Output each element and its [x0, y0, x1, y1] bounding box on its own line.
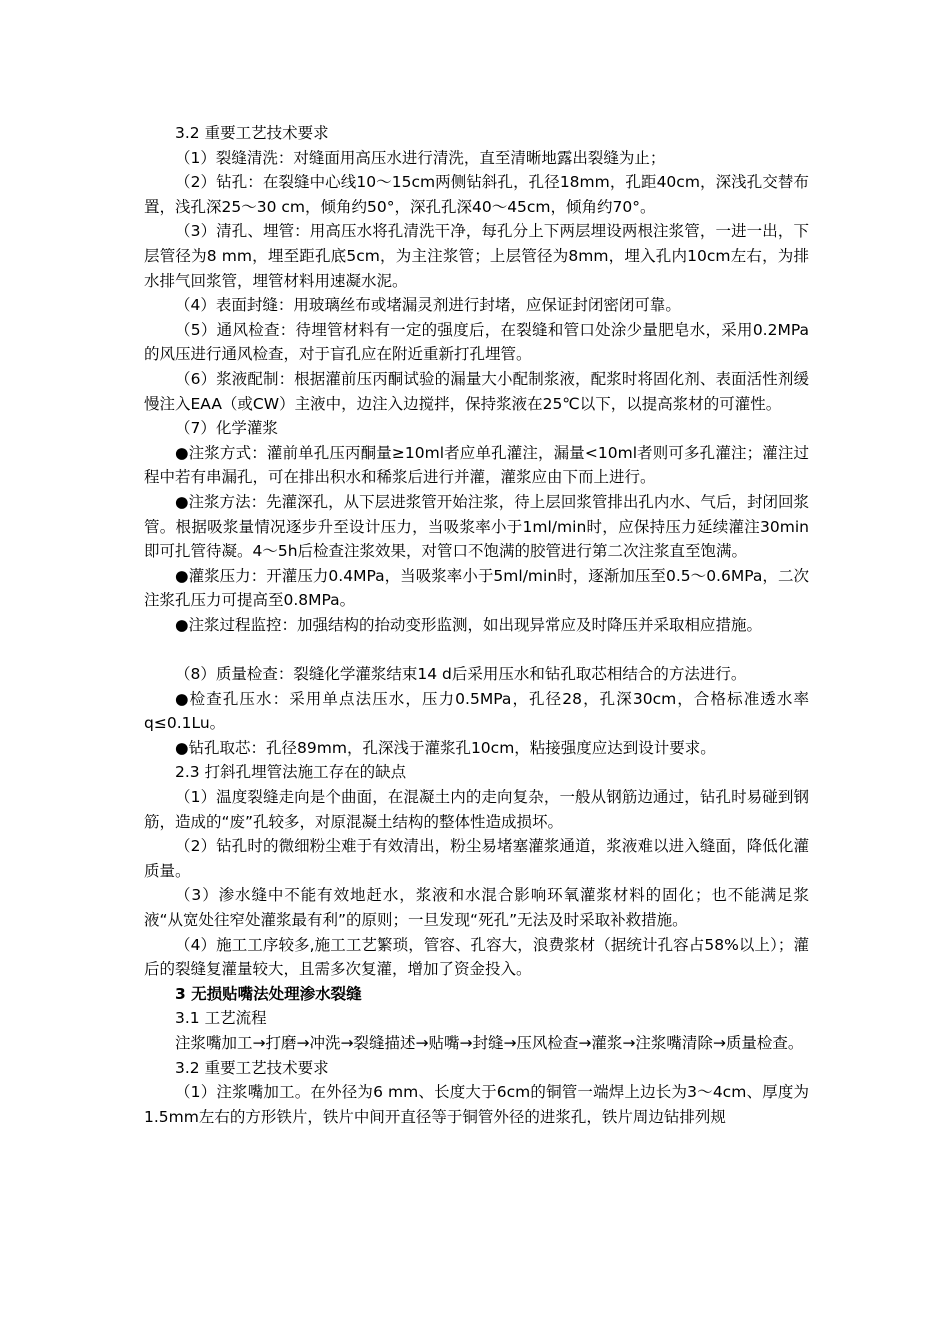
paragraph-drilling: （2）钻孔：在裂缝中心线10～15cm两侧钻斜孔，孔径18mm，孔距40cm，深浅孔交替布置，浅孔深25～30 cm，倾角约50°，深孔孔深40～45cm，倾角约70°。 [144, 173, 809, 216]
section-heading-3: 3 无损贴嘴法处理渗水裂缝 [175, 984, 362, 1003]
paragraph-hole-cleaning-pipe: （3）清孔、埋管：用高压水将孔清洗干净，每孔分上下两层埋设两根注浆管，一进一出，下层管径为8 mm，埋至距孔底5cm，为主注浆管；上层管径为8mm，埋入孔内10cm左右，为排水排气回浆管，埋管材料用速凝水泥。 [144, 222, 809, 290]
subsection-heading-2-3: 2.3 打斜孔埋管法施工存在的缺点 [175, 763, 407, 782]
bullet-injection-mode: ●注浆方式：灌前单孔压丙酮量≥10ml者应单孔灌注，漏量<10ml者则可多孔灌注；灌注过程中若有串漏孔，可在排出积水和稀浆后进行并灌，灌浆应由下而上进行。 [144, 443, 809, 487]
paragraph-process-flow: 注浆嘴加工→打磨→冲洗→裂缝描述→贴嘴→封缝→压风检查→灌浆→注浆嘴清除→质量检查。 [175, 1033, 804, 1052]
subsection-heading-3-2: 3.2 重要工艺技术要求 [175, 124, 329, 142]
paragraph-quality-inspection: （8）质量检查：裂缝化学灌浆结束14 d后采用压水和钻孔取芯相结合的方法进行。 [175, 665, 747, 684]
bullet-core-drilling: ●钻孔取芯：孔径89mm，孔深浅于灌浆孔10cm，粘接强度应达到设计要求。 [175, 738, 716, 757]
bullet-grouting-pressure: ●灌浆压力：开灌压力0.4MPa，当吸浆率小于5ml/min时，逐渐加压至0.5～0.6MPa，二次注浆孔压力可提高至0.8MPa。 [144, 566, 809, 610]
subsection-heading-3-2-b: 3.2 重要工艺技术要求 [175, 1058, 329, 1077]
paragraph-crack-cleaning: （1）裂缝清洗：对缝面用高压水进行清洗，直至清晰地露出裂缝为止； [175, 148, 666, 167]
paragraph-grout-preparation: （6）浆液配制：根据灌前压丙酮试验的漏量大小配制浆液，配浆时将固化剂、表面活性剂缓慢注入EAA（或CW）主液中，边注入边搅拌，保持浆液在25℃以下，以提高浆材的可灌性。 [144, 369, 809, 413]
paragraph-drawback-3: （3）渗水缝中不能有效地赶水，浆液和水混合影响环氧灌浆材料的固化；也不能满足浆液“从宽处往窄处灌浆最有利”的原则；一旦发现“死孔”无法及时采取补救措施。 [144, 886, 809, 929]
paragraph-drawback-2: （2）钻孔时的微细粉尘难于有效清出，粉尘易堵塞灌浆通道，浆液难以进入缝面，降低化灌质量。 [144, 837, 809, 880]
bullet-injection-method: ●注浆方法：先灌深孔，从下层进浆管开始注浆，待上层回浆管排出孔内水、气后，封闭回浆管。根据吸浆量情况逐步升至设计压力，当吸浆率小于1ml/min时，应保持压力延续灌注30min即可扎管待凝。4～5h后检查注浆效果，对管口不饱满的胶管进行第二次注浆直至饱满。 [144, 492, 809, 561]
paragraph-drawback-4: （4）施工工序较多,施工工艺繁琐，管容、孔容大，浪费浆材（据统计孔容占58%以上）；灌后的裂缝复灌量较大，且需多次复灌，增加了资金投入。 [144, 935, 809, 979]
paragraph-surface-sealing: （4）表面封缝：用玻璃丝布或堵漏灵剂进行封堵，应保证封闭密闭可靠。 [175, 296, 681, 315]
paragraph-drawback-1: （1）温度裂缝走向是个曲面，在混凝土内的走向复杂，一般从钢筋边通过，钻孔时易碰到钢筋，造成的“废”孔较多，对原混凝土结构的整体性造成损坏。 [144, 788, 809, 831]
bullet-water-pressure-test: ●检查孔压水：采用单点法压水，压力0.5MPa，孔径28，孔深30cm，合格标准透水率q≤0.1Lu。 [144, 689, 809, 733]
paragraph-ventilation-check: （5）通风检查：待埋管材料有一定的强度后，在裂缝和管口处涂少量肥皂水，采用0.2MPa的风压进行通风检查，对于盲孔应在附近重新打孔埋管。 [144, 320, 809, 364]
bullet-process-monitoring: ●注浆过程监控：加强结构的抬动变形监测，如出现异常应及时降压并采取相应措施。 [175, 615, 763, 634]
document-body [144, 121, 809, 1129]
subsection-heading-3-1: 3.1 工艺流程 [175, 1009, 267, 1028]
paragraph-chemical-grouting: （7）化学灌浆 [175, 419, 278, 438]
paragraph-nozzle-processing: （1）注浆嘴加工。在外径为6 mm、长度大于6cm的铜管一端焊上边长为3～4cm、厚度为1.5mm左右的方形铁片，铁片中间开直径等于铜管外径的进浆孔，铁片周边钻排列规 [144, 1083, 809, 1126]
